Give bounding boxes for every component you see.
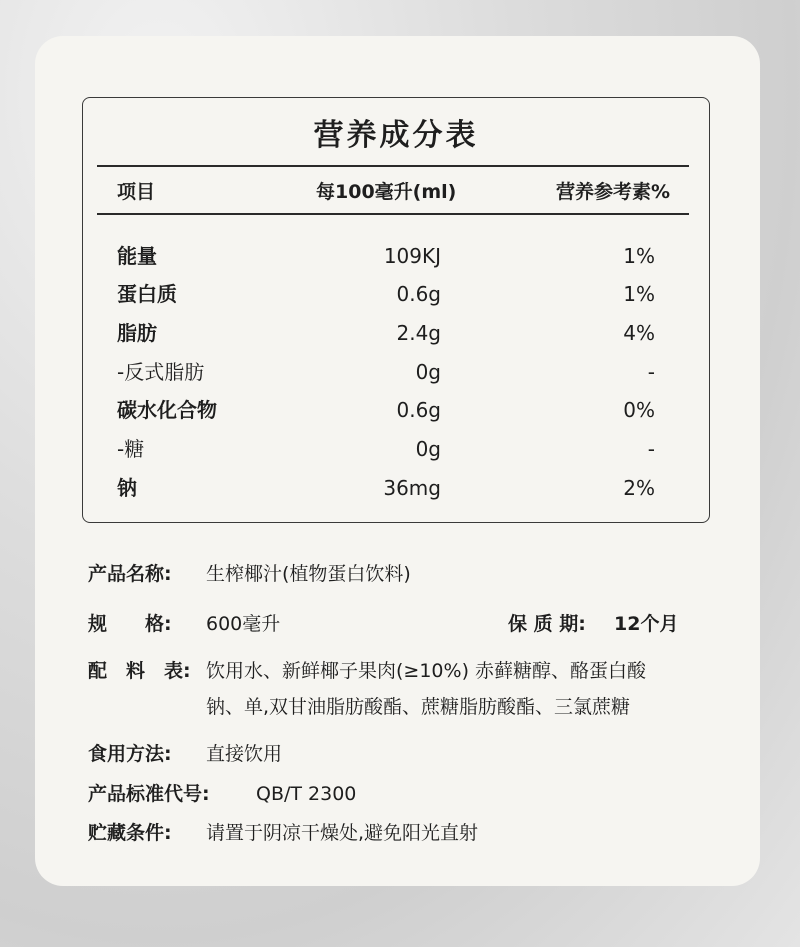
table-row bbox=[83, 314, 709, 352]
product-name-value: 生榨椰汁(植物蛋白饮料) bbox=[206, 563, 411, 585]
row-name: 能量 bbox=[117, 244, 157, 268]
usage-row bbox=[88, 739, 728, 769]
row-name: 钠 bbox=[117, 476, 137, 500]
ingredients-line-1: 饮用水、新鲜椰子果肉(≥10%) 赤藓糖醇、酪蛋白酸 bbox=[206, 660, 647, 682]
table-row bbox=[83, 391, 709, 429]
row-value: 2.4g bbox=[396, 321, 441, 345]
ingredients-line-2: 钠、单,双甘油脂肪酸酯、蔗糖脂肪酸酯、三氯蔗糖 bbox=[206, 696, 631, 718]
usage-label: 食用方法: bbox=[88, 743, 172, 765]
table-row bbox=[83, 275, 709, 313]
row-pct: 0% bbox=[623, 398, 655, 422]
header-per-100ml: 每100毫升(ml) bbox=[316, 181, 457, 203]
row-pct: 1% bbox=[623, 244, 655, 268]
storage-row bbox=[88, 818, 728, 848]
row-name: -反式脂肪 bbox=[117, 360, 205, 384]
ingredients-row bbox=[88, 656, 728, 722]
shelf-life-label: 保 质 期: bbox=[508, 613, 586, 635]
row-pct: 2% bbox=[623, 476, 655, 500]
header-item: 项目 bbox=[117, 181, 156, 203]
label-card bbox=[35, 36, 760, 886]
shelf-life-value: 12个月 bbox=[614, 613, 679, 635]
row-name: 碳水化合物 bbox=[117, 398, 217, 422]
ingredients-label: 配 料 表: bbox=[88, 660, 191, 682]
row-name: 蛋白质 bbox=[117, 282, 177, 306]
row-value: 0.6g bbox=[396, 398, 441, 422]
standard-label: 产品标准代号: bbox=[88, 783, 210, 805]
nutrition-title: 营养成分表 bbox=[313, 118, 479, 153]
row-value: 0g bbox=[415, 437, 441, 461]
product-name-row bbox=[88, 559, 728, 589]
product-name-label: 产品名称: bbox=[88, 563, 172, 585]
table-row bbox=[83, 237, 709, 275]
table-row bbox=[83, 353, 709, 391]
row-pct: 1% bbox=[623, 282, 655, 306]
header-nrv: 营养参考素% bbox=[556, 181, 671, 203]
spec-value: 600毫升 bbox=[206, 613, 281, 635]
row-pct: 4% bbox=[623, 321, 655, 345]
spec-row bbox=[88, 609, 728, 639]
spec-label: 规 格: bbox=[88, 613, 172, 635]
row-value: 109KJ bbox=[383, 244, 441, 268]
row-value: 36mg bbox=[383, 476, 441, 500]
header-rule-top bbox=[97, 165, 689, 167]
storage-value: 请置于阴凉干燥处,避免阳光直射 bbox=[206, 822, 479, 844]
standard-row bbox=[88, 779, 728, 809]
standard-value: QB/T 2300 bbox=[256, 783, 357, 805]
row-name: 脂肪 bbox=[117, 321, 157, 345]
usage-value: 直接饮用 bbox=[206, 743, 283, 765]
row-pct: - bbox=[647, 437, 655, 461]
row-value: 0.6g bbox=[396, 282, 441, 306]
header-rule-bottom bbox=[97, 213, 689, 215]
nutrition-table bbox=[82, 97, 710, 523]
table-row bbox=[83, 469, 709, 507]
storage-label: 贮藏条件: bbox=[88, 822, 172, 844]
row-name: -糖 bbox=[117, 437, 145, 461]
row-value: 0g bbox=[415, 360, 441, 384]
table-row bbox=[83, 430, 709, 468]
row-pct: - bbox=[647, 360, 655, 384]
